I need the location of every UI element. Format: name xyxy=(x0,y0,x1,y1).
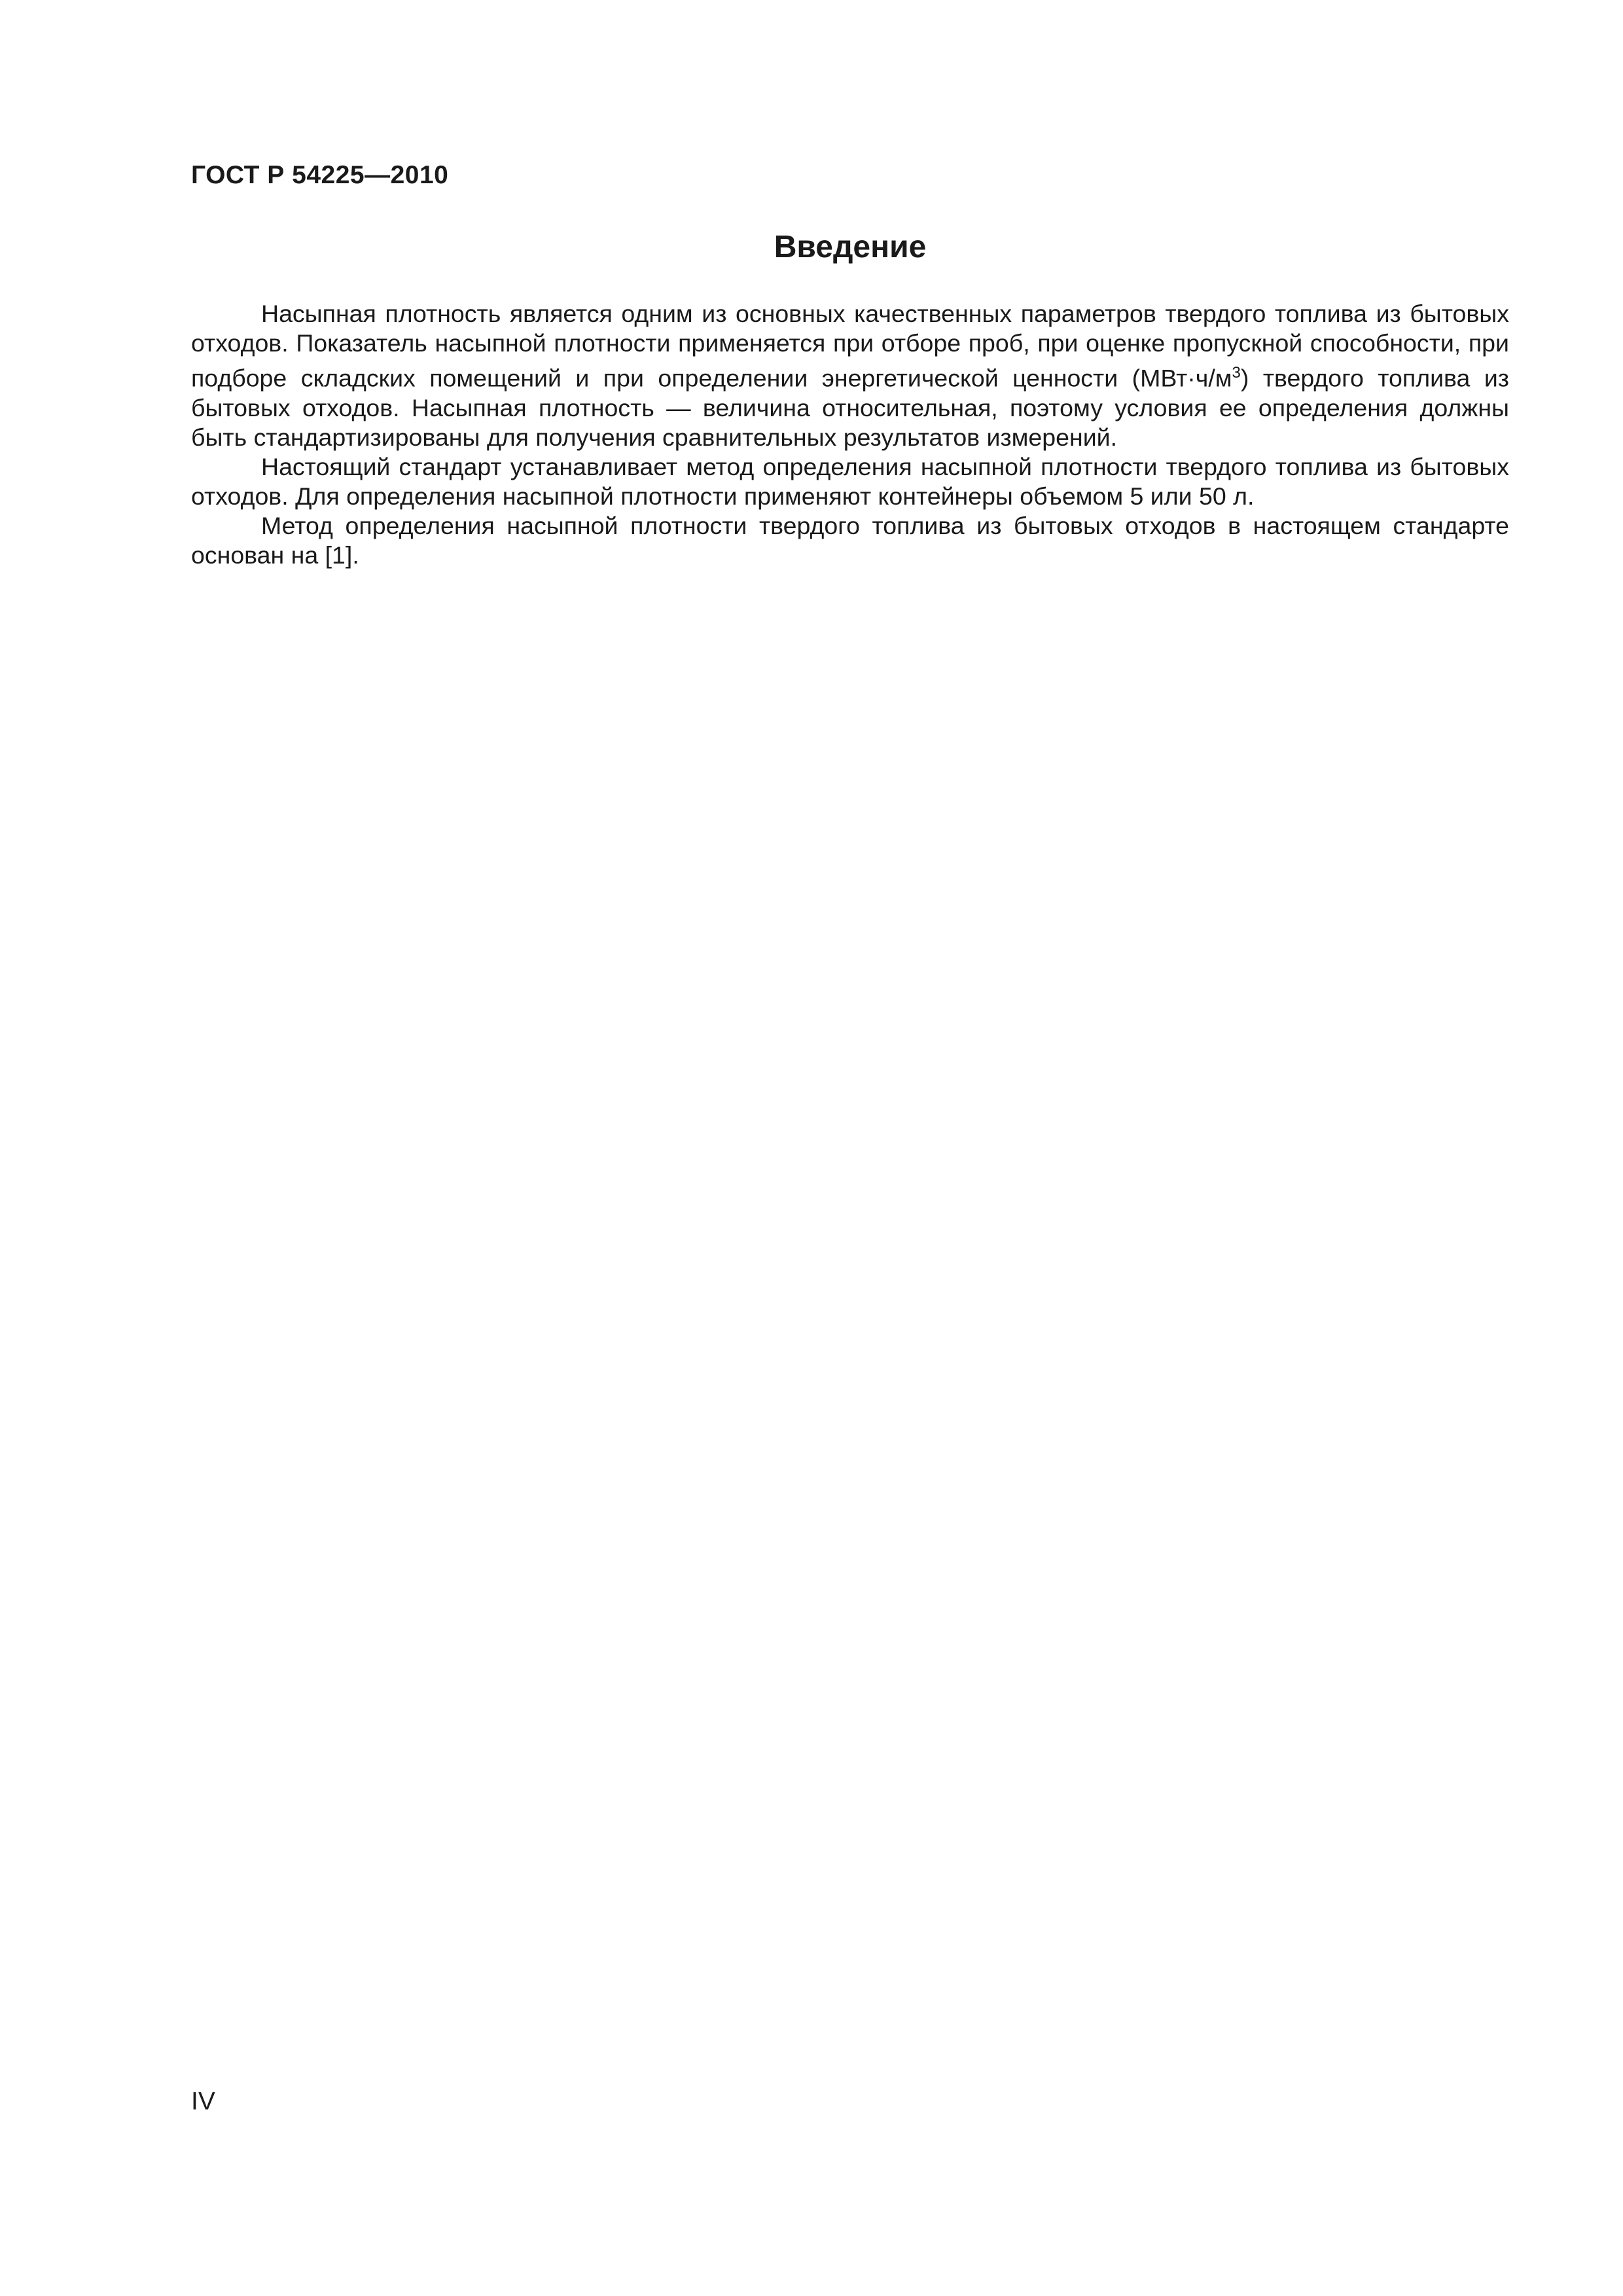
paragraph-2: Настоящий стандарт устанавливает метод определения насыпной плотности твердого топлива из бытовых отходов. Для определения насыпной плотности применяют контейнеры объемом 5 или 50 л. xyxy=(191,452,1509,510)
body-text xyxy=(191,299,1509,570)
paragraph-3: Метод определения насыпной плотности твердого топлива из бытовых отходов в настоящем стандарте основан на [1]. xyxy=(191,511,1509,569)
paragraph-1-text-a: Насыпная плотность является одним из основных качественных параметров твердого топлива из бытовых отходов. Показатель насыпной плотности применяется при отборе проб, при оценке пропускной способности, при подборе складских помещений и при определении энергетической ценности (МВт·ч/м xyxy=(191,300,1509,392)
paragraph-1-text-b: ) твердого топлива из бытовых отходов. Насыпная плотность — величина относительная, поэтому условия ее определения должны быть стандартизированы для получения сравнительных результатов измерений. xyxy=(191,364,1509,451)
paragraph-1 xyxy=(191,299,1509,452)
section-title: Введение xyxy=(774,230,927,264)
document-code-header: ГОСТ Р 54225—2010 xyxy=(191,161,449,189)
page-number: IV xyxy=(191,2087,215,2115)
superscript-exponent: 3 xyxy=(1232,364,1241,382)
